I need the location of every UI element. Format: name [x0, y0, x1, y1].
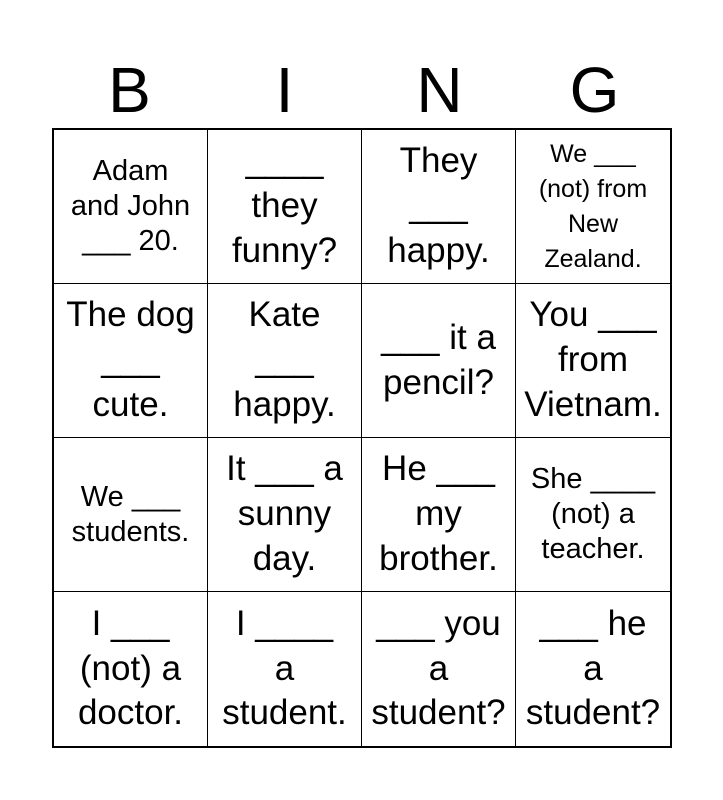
header-letter-i: I — [275, 54, 294, 126]
cell-text: She ____ (not) a teacher. — [530, 463, 656, 565]
bingo-cell[interactable] — [362, 438, 516, 592]
bingo-board — [52, 128, 672, 748]
bingo-header — [52, 52, 672, 128]
bingo-cell[interactable] — [362, 284, 516, 438]
bingo-cell[interactable] — [208, 130, 362, 284]
bingo-cell[interactable] — [208, 592, 362, 746]
bingo-cell[interactable] — [54, 130, 208, 284]
cell-text: ____ they funny? — [231, 141, 338, 270]
bingo-cell[interactable] — [208, 284, 362, 438]
bingo-cell[interactable] — [516, 284, 670, 438]
cell-text: Adam and John ___ 20. — [70, 155, 191, 257]
bingo-cell[interactable] — [516, 592, 670, 746]
cell-text: I ___ (not) a doctor. — [77, 603, 184, 733]
cell-text: It ___ a sunny day. — [226, 449, 343, 578]
cell-text: He ___ my brother. — [379, 449, 498, 578]
bingo-cell[interactable] — [516, 130, 670, 284]
bingo-cell[interactable] — [54, 592, 208, 746]
bingo-cell[interactable] — [208, 438, 362, 592]
cell-text: We ___ students. — [71, 480, 190, 548]
cell-text: The dog ___ cute. — [66, 295, 195, 424]
bingo-cell[interactable] — [54, 438, 208, 592]
cell-text: You ___ from Vietnam. — [524, 295, 662, 424]
bingo-cell[interactable] — [54, 284, 208, 438]
bingo-cell[interactable] — [362, 130, 516, 284]
cell-text: ___ he a student? — [525, 603, 661, 733]
bingo-cell[interactable] — [362, 592, 516, 746]
cell-text: ___ it a pencil? — [381, 317, 496, 402]
header-letter-n: N — [416, 54, 463, 126]
cell-text: We ___ (not) from New Zealand. — [538, 139, 648, 273]
cell-text: I ____ a student. — [222, 603, 347, 733]
header-letter-b: B — [108, 54, 151, 126]
cell-text: Kate ___ happy. — [233, 295, 336, 424]
header-letter-g: G — [569, 54, 620, 126]
cell-text: They ___ happy. — [387, 141, 490, 270]
cell-text: ___ you a student? — [371, 603, 506, 733]
bingo-cell[interactable] — [516, 438, 670, 592]
